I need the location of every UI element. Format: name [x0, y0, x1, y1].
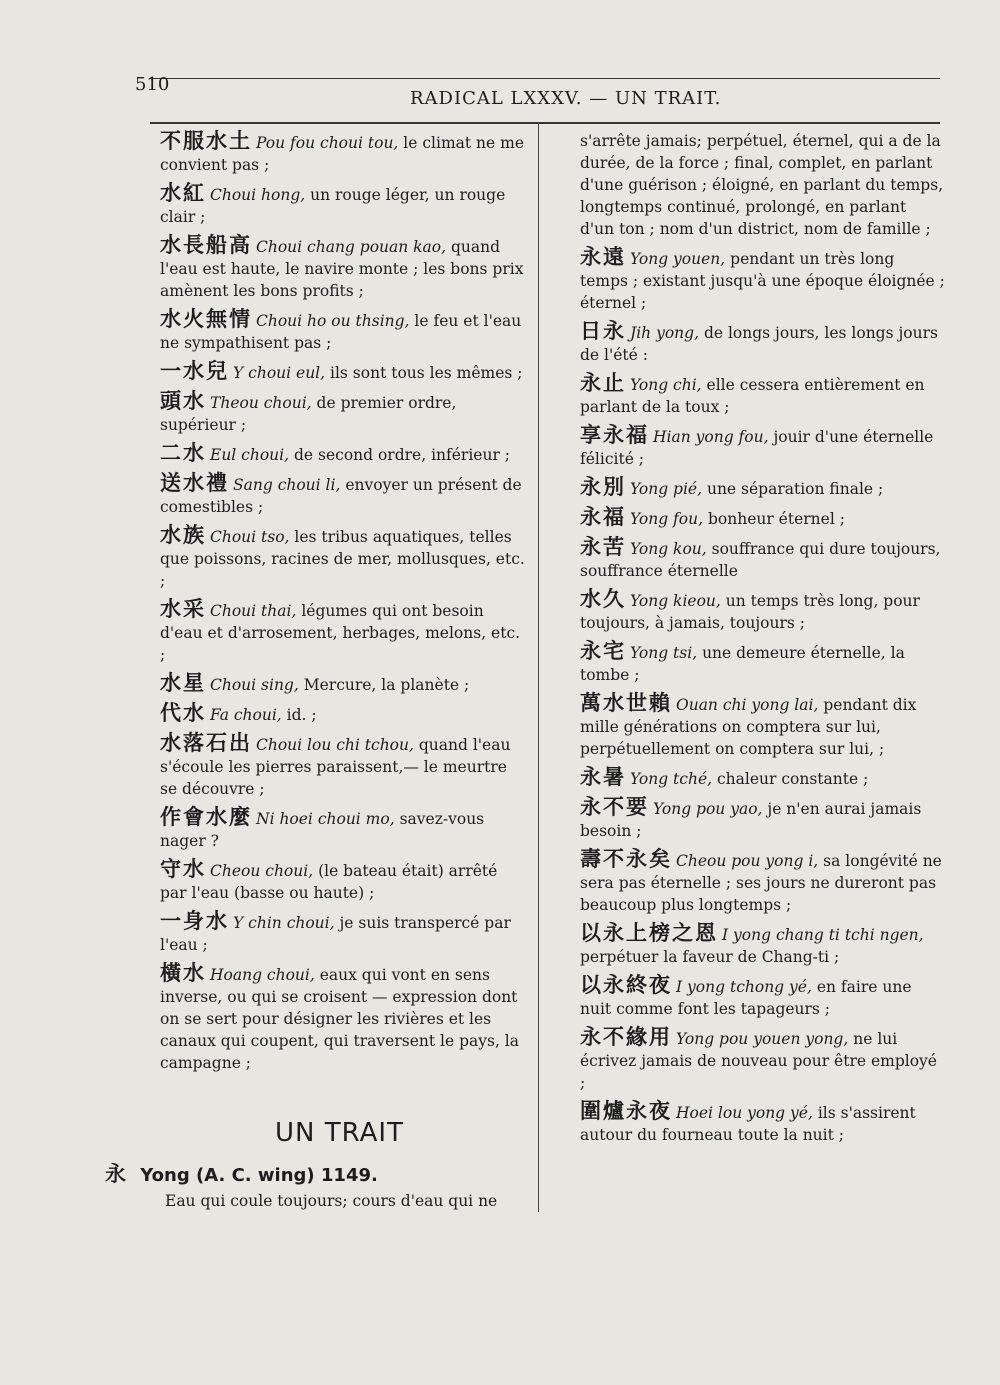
entry-definition: les tribus aquatiques, telles que poissons, racines de mer, mollusques, etc. ;	[160, 528, 525, 590]
entry-definition: ne lui écrivez jamais de nouveau pour être employé ;	[580, 1030, 937, 1092]
page-number: 510	[135, 74, 170, 95]
entry-characters: 日永	[580, 319, 626, 343]
entry-definition: légumes qui ont besoin d'eau et d'arrosement, herbages, melons, etc. ;	[160, 602, 521, 664]
entry-characters: 水紅	[160, 181, 206, 205]
entry-characters: 水采	[160, 597, 206, 621]
dictionary-entry	[580, 1026, 945, 1094]
entry-definition: une séparation finale ;	[706, 480, 884, 498]
entry-definition: de second ordre, inférieur ;	[293, 446, 511, 464]
entry-definition: pendant un très long temps ; existant jusqu'à une époque éloignée ; éternel ;	[580, 250, 945, 312]
entry-romanization: Yong pié,	[630, 480, 703, 498]
dictionary-entry	[160, 182, 525, 228]
column-divider	[538, 122, 539, 1212]
entry-definition: sa longévité ne sera pas éternelle ; ses jours ne dureront pas beaucoup plus longtemps ;	[580, 852, 942, 914]
entry-characters: 守水	[160, 857, 206, 881]
dictionary-entry	[160, 806, 525, 852]
entry-romanization: Eul choui,	[210, 446, 290, 464]
entry-definition: id. ;	[286, 706, 317, 724]
entry-romanization: Choui sing,	[210, 676, 299, 694]
entry-definition: quand l'eau s'écoule les pierres paraissent,— le meurtre se découvre ;	[160, 736, 511, 798]
entry-characters: 萬水世賴	[580, 691, 672, 715]
entry-romanization: Choui tso,	[210, 528, 290, 546]
dictionary-entry	[160, 702, 525, 726]
entry-romanization: Sang choui li,	[233, 476, 341, 494]
right-column	[580, 130, 945, 1152]
dictionary-entry	[160, 858, 525, 904]
entry-romanization: Yong chi,	[630, 376, 702, 394]
entry-definition: un rouge léger, un rouge clair ;	[160, 186, 506, 226]
entry-romanization: Yong youen,	[630, 250, 726, 268]
entry-characters: 永不要	[580, 795, 649, 819]
entry-characters: 永不緣用	[580, 1025, 672, 1049]
entry-definition: Mercure, la planète ;	[303, 676, 470, 694]
entry-definition: en faire une nuit comme font les tapageurs ;	[580, 978, 912, 1018]
dictionary-entry	[580, 766, 945, 790]
entry-romanization: Ni hoei choui mo,	[256, 810, 395, 828]
entry-romanization: Y choui eul,	[233, 364, 326, 382]
entry-romanization: Yong pou yao,	[653, 800, 763, 818]
entry-romanization: Hoei lou yong yé,	[676, 1104, 813, 1122]
entry-characters: 水長船高	[160, 233, 252, 257]
dictionary-entry	[580, 372, 945, 418]
head-entry-definition: Eau qui coule toujours; cours d'eau qui ne	[165, 1192, 498, 1210]
dictionary-entry	[580, 588, 945, 634]
dictionary-entry	[160, 308, 525, 354]
entry-definition: un temps très long, pour toujours, à jamais, toujours ;	[580, 592, 920, 632]
entry-romanization: Yong pou youen yong,	[676, 1030, 849, 1048]
section-title: UN TRAIT	[275, 1118, 404, 1148]
entry-characters: 代水	[160, 701, 206, 725]
entry-characters: 送水禮	[160, 471, 229, 495]
dictionary-entry	[580, 476, 945, 500]
entry-characters: 永止	[580, 371, 626, 395]
dictionary-entry	[580, 1100, 945, 1146]
entry-characters: 不服水土	[160, 129, 252, 153]
entry-definition: bonheur éternel ;	[707, 510, 845, 528]
entry-characters: 作會水麼	[160, 805, 252, 829]
entry-definition: quand l'eau est haute, le navire monte ; les bons prix amènent les bons profits ;	[160, 238, 524, 300]
entry-romanization: Cheou choui,	[210, 862, 314, 880]
entry-definition: souffrance qui dure toujours, souffrance éternelle	[580, 540, 941, 580]
left-column	[160, 130, 525, 1080]
entry-romanization: Fa choui,	[210, 706, 282, 724]
running-head: RADICAL LXXXV. — UN TRAIT.	[410, 88, 722, 109]
entry-characters: 壽不永矣	[580, 847, 672, 871]
dictionary-entry	[580, 922, 945, 968]
entry-characters: 以永終夜	[580, 973, 672, 997]
header-top-rule	[150, 78, 940, 79]
dictionary-entry	[580, 692, 945, 760]
entry-definition: de longs jours, les longs jours de l'été :	[580, 324, 938, 364]
entry-characters: 水落石出	[160, 731, 252, 755]
entry-romanization: Yong fou,	[630, 510, 704, 528]
entry-characters: 一身水	[160, 909, 229, 933]
dictionary-entry	[580, 848, 945, 916]
entry-romanization: Choui hong,	[210, 186, 306, 204]
entry-romanization: Choui ho ou thsing,	[256, 312, 410, 330]
dictionary-entry	[160, 234, 525, 302]
entry-romanization: Hian yong fou,	[653, 428, 769, 446]
entry-definition: jouir d'une éternelle félicité ;	[580, 428, 934, 468]
entry-romanization: Hoang choui,	[210, 966, 315, 984]
entry-definition: elle cessera entièrement en parlant de la toux ;	[580, 376, 925, 416]
entry-characters: 二水	[160, 441, 206, 465]
entry-definition: chaleur constante ;	[716, 770, 869, 788]
dictionary-entry	[580, 974, 945, 1020]
entry-definition: le climat ne me convient pas ;	[160, 134, 524, 174]
entry-definition: pendant dix mille générations on comptera sur lui, perpétuellement on comptera sur lui, ;	[580, 696, 917, 758]
entry-definition: ils s'assirent autour du fourneau toute la nuit ;	[580, 1104, 916, 1144]
entry-romanization: Y chin choui,	[233, 914, 335, 932]
dictionary-entry	[580, 536, 945, 582]
entry-characters: 永遠	[580, 245, 626, 269]
dictionary-entry	[580, 320, 945, 366]
dictionary-entry	[580, 246, 945, 314]
dictionary-entry	[160, 962, 525, 1074]
entry-romanization: Cheou pou yong i,	[676, 852, 819, 870]
entry-characters: 水族	[160, 523, 206, 547]
dictionary-entry	[580, 424, 945, 470]
head-entry-character: 永	[105, 1162, 126, 1186]
entry-characters: 水久	[580, 587, 626, 611]
entry-characters: 享永福	[580, 423, 649, 447]
entry-romanization: Ouan chi yong lai,	[676, 696, 819, 714]
dictionary-entry	[160, 732, 525, 800]
head-entry	[105, 1158, 378, 1188]
entry-romanization: Theou choui,	[210, 394, 312, 412]
dictionary-entry	[160, 524, 525, 592]
entry-definition: eaux qui vont en sens inverse, ou qui se croisent — expression dont on se sert pour désigner les rivières et les canaux qui coupent, qui traversent le pays, la campagne ;	[160, 966, 519, 1072]
entry-characters: 水火無情	[160, 307, 252, 331]
entry-definition: le feu et l'eau ne sympathisent pas ;	[160, 312, 522, 352]
entry-characters: 永福	[580, 505, 626, 529]
dictionary-entry	[580, 506, 945, 530]
entry-romanization: Choui lou chi tchou,	[256, 736, 414, 754]
right-column-intro: s'arrête jamais; perpétuel, éternel, qui a de la durée, de la force ; final, complet, en parlant d'une guérison ; éloigné, en parlant du temps, longtemps continué, prolongé, en parlant d'un ton ; nom d'un district, nom de famille ;	[580, 132, 944, 238]
entry-characters: 永別	[580, 475, 626, 499]
dictionary-entry	[160, 910, 525, 956]
entry-characters: 永宅	[580, 639, 626, 663]
entry-definition: ils sont tous les mêmes ;	[330, 364, 523, 382]
entry-definition: de premier ordre, supérieur ;	[160, 394, 457, 434]
entry-romanization: Choui chang pouan kao,	[256, 238, 447, 256]
dictionary-entry	[160, 472, 525, 518]
dictionary-entry	[580, 640, 945, 686]
header-bottom-rule	[150, 122, 940, 124]
dictionary-entry	[580, 796, 945, 842]
entry-definition: envoyer un présent de comestibles ;	[160, 476, 522, 516]
dictionary-entry	[160, 442, 525, 466]
entry-definition: je suis transpercé par l'eau ;	[160, 914, 511, 954]
entry-romanization: Jih yong,	[630, 324, 700, 342]
dictionary-entry	[160, 360, 525, 384]
entry-characters: 永暑	[580, 765, 626, 789]
entry-definition: je n'en aurai jamais besoin ;	[580, 800, 922, 840]
entry-definition: (le bateau était) arrêté par l'eau (basse ou haute) ;	[160, 862, 498, 902]
entry-romanization: I yong chang ti tchi ngen,	[722, 926, 924, 944]
entry-characters: 水星	[160, 671, 206, 695]
entry-definition: savez-vous nager ?	[160, 810, 485, 850]
entry-definition: une demeure éternelle, la tombe ;	[580, 644, 905, 684]
entry-characters: 以永上榜之恩	[580, 921, 718, 945]
entry-characters: 圍爐永夜	[580, 1099, 672, 1123]
entry-romanization: Yong kou,	[630, 540, 707, 558]
entry-characters: 橫水	[160, 961, 206, 985]
entry-characters: 一水兒	[160, 359, 229, 383]
entry-romanization: I yong tchong yé,	[676, 978, 812, 996]
dictionary-entry	[160, 672, 525, 696]
entry-romanization: Yong tsi,	[630, 644, 698, 662]
head-entry-text: Yong (A. C. wing) 1149.	[140, 1165, 378, 1186]
dictionary-entry	[160, 598, 525, 666]
dictionary-entry	[160, 130, 525, 176]
entry-romanization: Pou fou choui tou,	[256, 134, 399, 152]
dictionary-entry	[160, 390, 525, 436]
entry-romanization: Choui thai,	[210, 602, 297, 620]
entry-characters: 永苦	[580, 535, 626, 559]
entry-definition: perpétuer la faveur de Chang-ti ;	[580, 948, 840, 966]
entry-characters: 頭水	[160, 389, 206, 413]
entry-romanization: Yong tché,	[630, 770, 713, 788]
entry-romanization: Yong kieou,	[630, 592, 721, 610]
